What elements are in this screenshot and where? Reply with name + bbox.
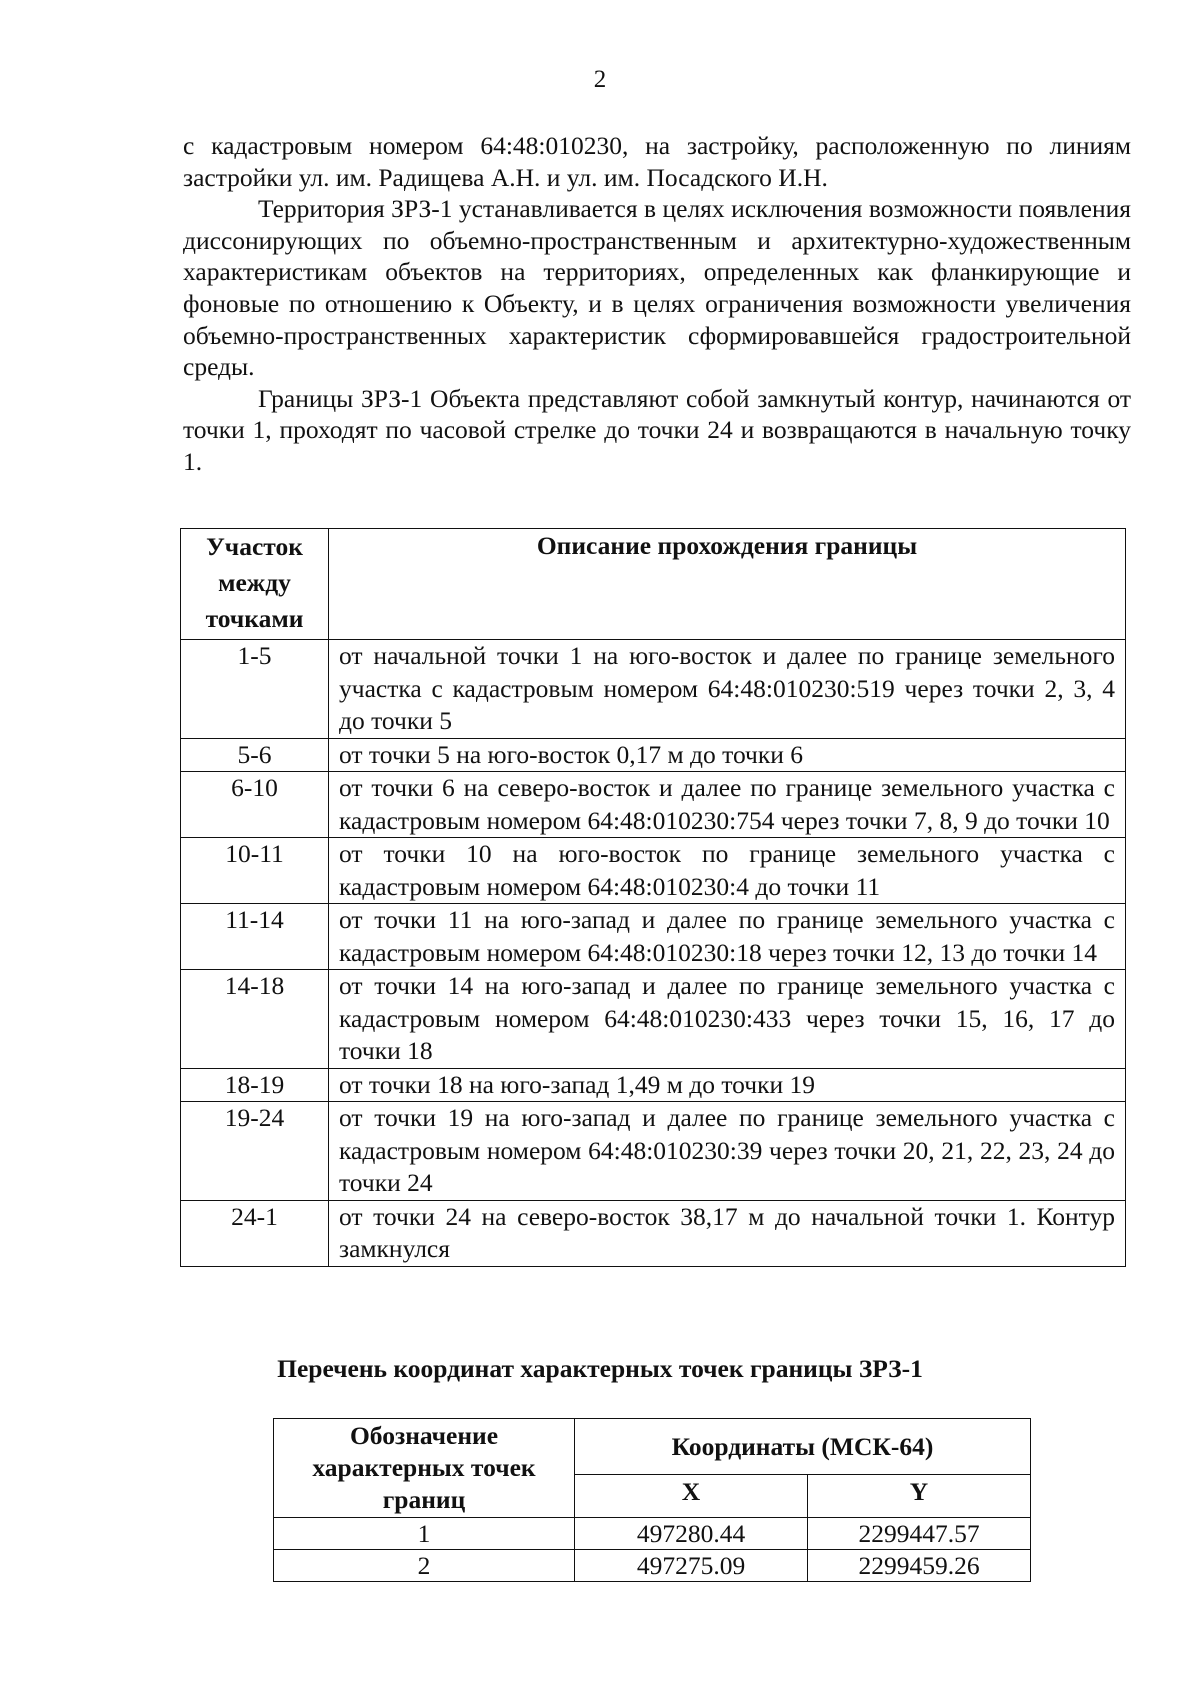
description-cell: от начальной точки 1 на юго-восток и далее по границе земельного участка с кадастровым номером 64:48:010230:519 через точки 2, 3, 4 до точки 5 [329, 640, 1126, 739]
point-name-header-line: границ [382, 1485, 466, 1514]
description-cell: от точки 10 на юго-восток по границе земельного участка с кадастровым номером 64:48:010230:4 до точки 11 [329, 838, 1126, 904]
point-name-header-line: характерных точек [312, 1453, 536, 1482]
x-coordinate-cell: 497280.44 [575, 1518, 808, 1550]
y-column-header: Y [808, 1475, 1031, 1518]
y-coordinate-cell: 2299447.57 [808, 1518, 1031, 1550]
coordinates-column-header: Координаты (МСК-64) [575, 1419, 1031, 1475]
x-coordinate-cell: 497275.09 [575, 1550, 808, 1582]
paragraph: с кадастровым номером 64:48:010230, на застройку, расположенную по линиям застройки ул. им. Радищева А.Н. и ул. им. Посадского И.Н. [183, 131, 1131, 192]
segment-cell: 18-19 [181, 1068, 329, 1102]
point-name-column-header [274, 1419, 575, 1518]
point-name-header-line: Обозначение [349, 1421, 499, 1450]
segment-cell: 14-18 [181, 970, 329, 1069]
table-row [181, 838, 1126, 904]
page-number: 2 [593, 66, 607, 93]
table-row [181, 1200, 1126, 1266]
table-row [181, 970, 1126, 1069]
description-cell: от точки 11 на юго-запад и далее по границе земельного участка с кадастровым номером 64:48:010230:18 через точки 12, 13 до точки 14 [329, 904, 1126, 970]
x-column-header: X [575, 1475, 808, 1518]
description-column-header: Описание прохождения границы [329, 529, 1126, 640]
description-cell: от точки 24 на северо-восток 38,17 м до начальной точки 1. Контур замкнулся [329, 1200, 1126, 1266]
table-row [274, 1550, 1031, 1582]
segment-cell: 11-14 [181, 904, 329, 970]
table-header-row [274, 1419, 1031, 1475]
coordinates-section-title: Перечень координат характерных точек границы ЗРЗ-1 [277, 1354, 923, 1383]
segment-header-line: точками [205, 604, 304, 633]
y-coordinate-cell: 2299459.26 [808, 1550, 1031, 1582]
segment-cell: 10-11 [181, 838, 329, 904]
table-row [181, 738, 1126, 772]
border-description-table [180, 528, 1126, 1267]
description-cell: от точки 5 на юго-восток 0,17 м до точки 6 [329, 738, 1126, 772]
segment-cell: 19-24 [181, 1102, 329, 1201]
segment-header-line: между [218, 568, 291, 597]
paragraph: Границы ЗРЗ-1 Объекта представляют собой замкнутый контур, начинаются от точки 1, проходят по часовой стрелке до точки 24 и возвращаются в начальную точку 1. [183, 383, 1131, 476]
segment-cell: 6-10 [181, 772, 329, 838]
segment-header-line: Участок [206, 532, 303, 561]
description-cell: от точки 14 на юго-запад и далее по границе земельного участка с кадастровым номером 64:48:010230:433 через точки 15, 16, 17 до точки 18 [329, 970, 1126, 1069]
coordinates-table [273, 1418, 1031, 1582]
segment-cell: 1-5 [181, 640, 329, 739]
description-cell: от точки 18 на юго-запад 1,49 м до точки 19 [329, 1068, 1126, 1102]
description-cell: от точки 6 на северо-восток и далее по границе земельного участка с кадастровым номером 64:48:010230:754 через точки 7, 8, 9 до точки 10 [329, 772, 1126, 838]
segment-column-header [181, 529, 329, 640]
table-row [181, 1102, 1126, 1201]
table-row [181, 640, 1126, 739]
segment-cell: 5-6 [181, 738, 329, 772]
table-row [181, 904, 1126, 970]
point-cell: 1 [274, 1518, 575, 1550]
table-row [274, 1518, 1031, 1550]
table-header-row [181, 529, 1126, 640]
table-row [181, 772, 1126, 838]
table-row [181, 1068, 1126, 1102]
segment-cell: 24-1 [181, 1200, 329, 1266]
point-cell: 2 [274, 1550, 575, 1582]
paragraph: Территория ЗРЗ-1 устанавливается в целях исключения возможности появления диссонирующих по объемно-пространственным и архитектурно-художественным характеристикам объектов на территориях, определенных как фланкирующие и фоновые по отношению к Объекту, и в целях ограничения возможности увеличения объемно-пространственных характеристик сформировавшейся градостроительной среды. [183, 194, 1131, 382]
body-text [183, 130, 1131, 478]
description-cell: от точки 19 на юго-запад и далее по границе земельного участка с кадастровым номером 64:48:010230:39 через точки 20, 21, 22, 23, 24 до точки 24 [329, 1102, 1126, 1201]
